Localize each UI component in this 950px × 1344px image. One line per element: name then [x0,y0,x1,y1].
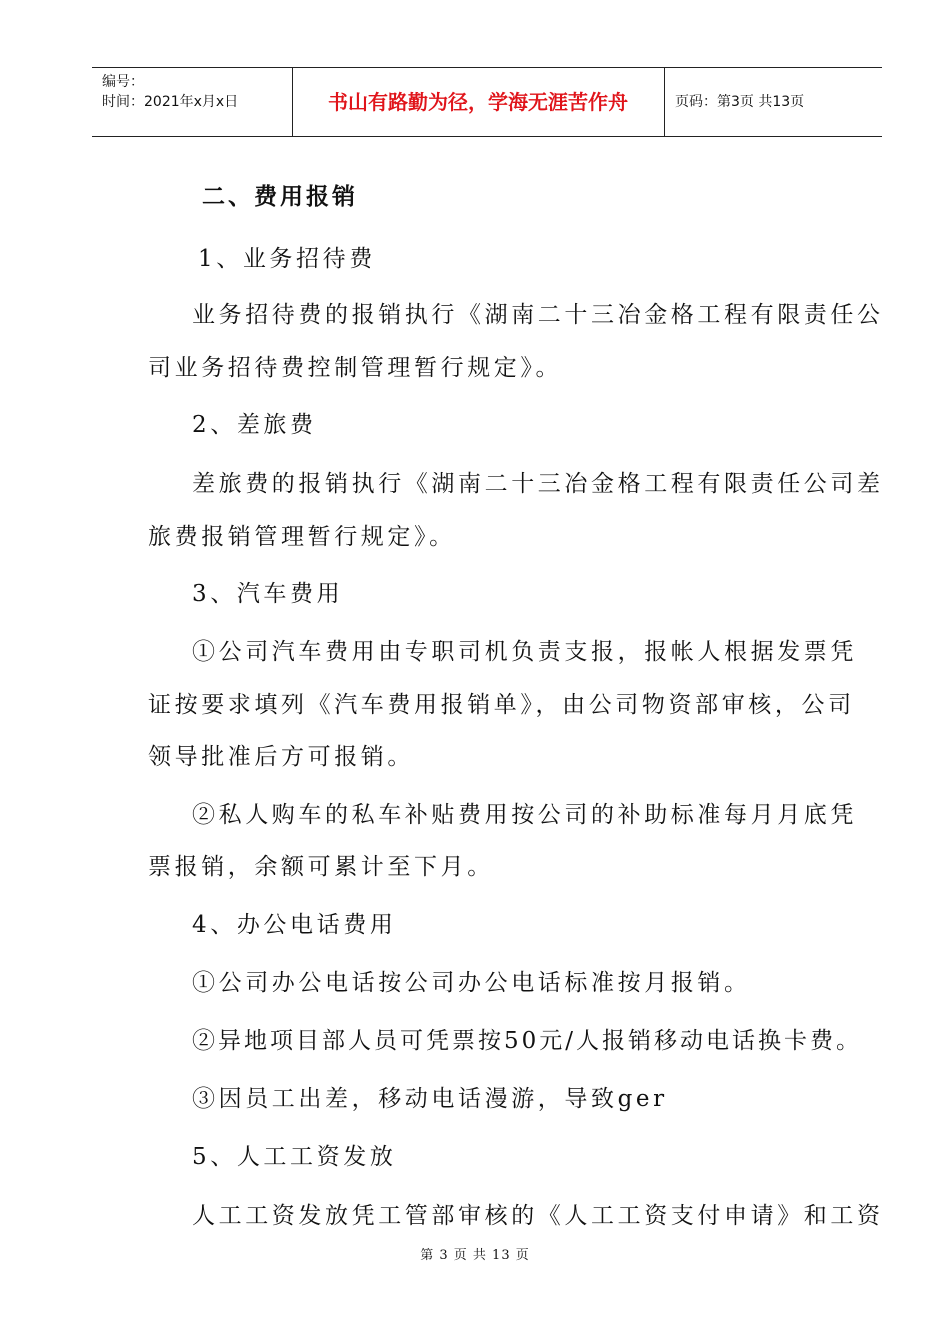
item3-a-line2: 证按要求填列《汽车费用报销单》，由公司物资部审核，公司 [148,692,855,718]
item4-b: ②异地项目部人员可凭票按50元/人报销移动电话换卡费。 [192,1028,863,1054]
item1-paragraph-line2: 司业务招待费控制管理暂行规定》。 [148,355,563,381]
page-header [92,67,882,137]
item3-b-line1: ②私人购车的私车补贴费用按公司的补助标准每月月底凭 [192,802,857,828]
item3-b-line2: 票报销，余额可累计至下月。 [148,854,494,880]
item1-paragraph-line1: 业务招待费的报销执行《湖南二十三冶金格工程有限责任公 [192,302,884,328]
item2-paragraph-line2: 旅费报销管理暂行规定》。 [148,524,456,550]
item1-heading: 1、业务招待费 [198,246,376,272]
item4-heading: 4、办公电话费用 [192,912,397,938]
section-title: 二、费用报销 [202,184,358,210]
time-label: 时间：2021年x月x日 [102,94,239,110]
item4-c: ③因员工出差，移动电话漫游，导致ger [192,1086,668,1112]
item3-heading: 3、汽车费用 [192,581,344,607]
item5-heading: 5、人工工资发放 [192,1144,397,1170]
header-motto: 书山有路勤为径，学海无涯苦作舟 [292,68,665,136]
item2-heading: 2、差旅费 [192,412,317,438]
page-footer: 第 3 页 共 13 页 [420,1248,530,1263]
item3-a-line1: ①公司汽车费用由专职司机负责支报，报帐人根据发票凭 [192,639,857,665]
header-meta [92,68,293,136]
item5-paragraph-line1: 人工工资发放凭工管部审核的《人工工资支付申请》和工资 [192,1203,884,1229]
item4-a: ①公司办公电话按公司办公电话标准按月报销。 [192,970,751,996]
header-page-info: 页码：第3页 共13页 [675,94,805,110]
item2-paragraph-line1: 差旅费的报销执行《湖南二十三冶金格工程有限责任公司差 [192,471,884,497]
item3-a-line3: 领导批准后方可报销。 [148,744,414,770]
number-label: 编号： [102,74,144,90]
